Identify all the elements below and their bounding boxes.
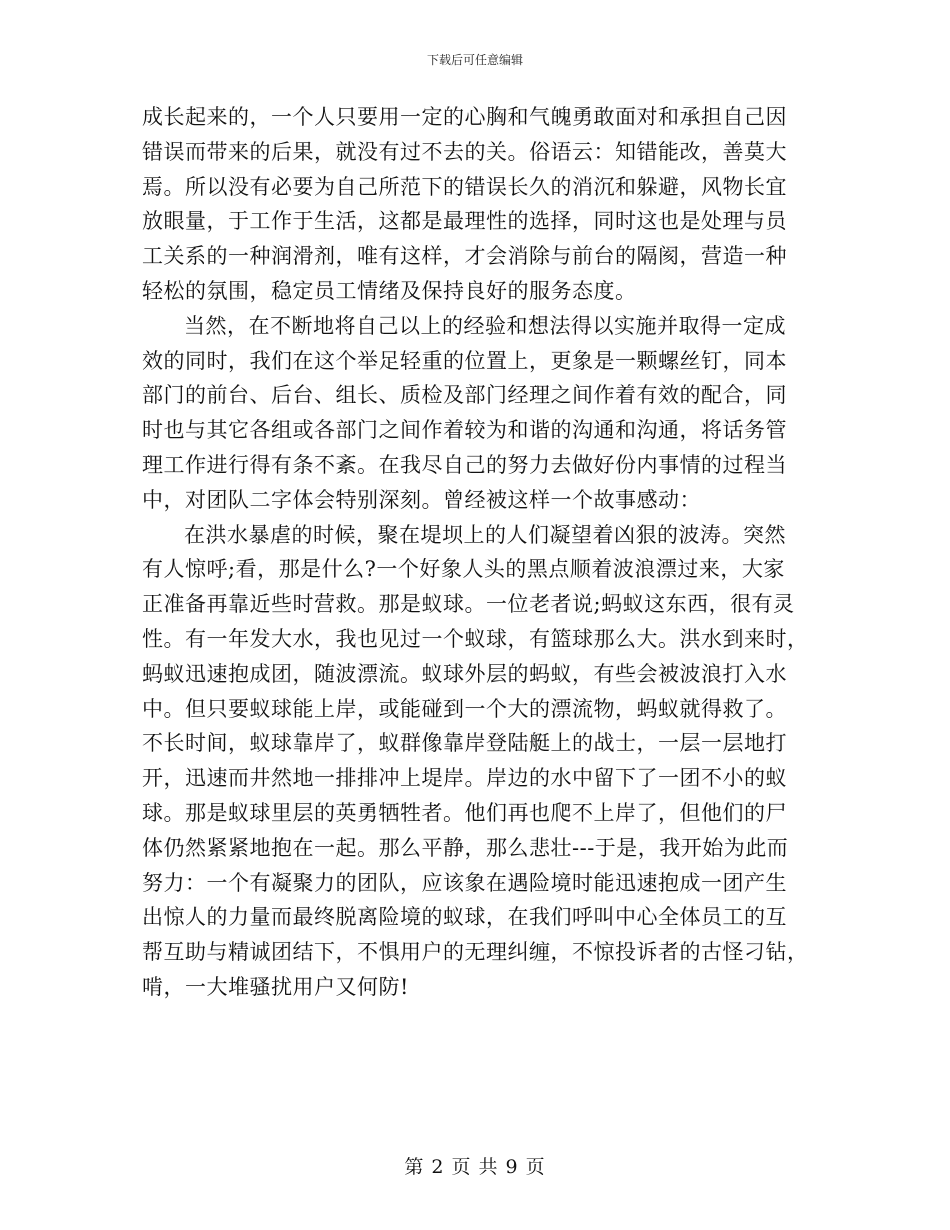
text-line: 中。但只要蚁球能上岸，或能碰到一个大的漂流物，蚂蚁就得救了。 (142, 696, 787, 721)
paragraph-2 (142, 309, 808, 518)
paragraph-1 (142, 100, 808, 309)
text-line: 时也与其它各组或各部门之间作着较为和谐的沟通和沟通，将话务管 (142, 418, 787, 443)
text-line: 出惊人的力量而最终脱离险境的蚁球，在我们呼叫中心全体员工的互 (142, 905, 787, 930)
text-line: 当然，在不断地将自己以上的经验和想法得以实施并取得一定成 (184, 313, 786, 338)
text-line: 帮互助与精诚团结下，不惧用户的无理纠缠，不惊投诉者的古怪刁钻， (142, 940, 809, 965)
text-line: 蚂蚁迅速抱成团，随波漂流。蚁球外层的蚂蚁，有些会被波浪打入水 (142, 661, 787, 686)
text-line: 放眼量，于工作于生活，这都是最理性的选择，同时这也是处理与员 (142, 209, 787, 234)
text-line: 性。有一年发大水，我也见过一个蚁球，有篮球那么大。洪水到来时， (142, 626, 809, 651)
document-body (142, 100, 808, 1005)
text-line: 工关系的一种润滑剂，唯有这样，才会消除与前台的隔阂，营造一种 (142, 244, 787, 269)
text-line: 有人惊呼;看，那是什么?一个好象人头的黑点顺着波浪漂过来，大家 (142, 557, 785, 582)
text-line: 部门的前台、后台、组长、质检及部门经理之间作着有效的配合，同 (142, 383, 787, 408)
text-line: 轻松的氛围，稳定员工情绪及保持良好的服务态度。 (142, 278, 637, 303)
text-line: 成长起来的，一个人只要用一定的心胸和气魄勇敢面对和承担自己因 (142, 105, 787, 129)
paragraph-3 (142, 518, 808, 1005)
text-line: 不长时间，蚁球靠岸了，蚁群像靠岸登陆艇上的战士，一层一层地打 (142, 731, 787, 756)
text-line: 错误而带来的后果，就没有过不去的关。俗语云：知错能改，善莫大 (142, 139, 787, 164)
text-line: 中，对团队二字体会特别深刻。曾经被这样一个故事感动： (142, 487, 701, 512)
text-line: 理工作进行得有条不紊。在我尽自己的努力去做好份内事情的过程当 (142, 452, 787, 477)
page-header: 下载后可任意编辑 (426, 53, 523, 67)
text-line: 效的同时，我们在这个举足轻重的位置上，更象是一颗螺丝钉，同本 (142, 348, 787, 373)
text-line: 开，迅速而井然地一排排冲上堤岸。岸边的水中留下了一团不小的蚁 (142, 766, 787, 791)
text-line: 球。那是蚁球里层的英勇牺牲者。他们再也爬不上岸了，但他们的尸 (142, 800, 787, 825)
text-line: 正准备再靠近些时营救。那是蚁球。一位老者说;蚂蚁这东西，很有灵 (142, 592, 795, 617)
text-line: 体仍然紧紧地抱在一起。那么平静，那么悲壮---于是，我开始为此而 (142, 835, 789, 860)
page-number-footer: 第 2 页 共 9 页 (404, 1156, 546, 1178)
text-line: 努力：一个有凝聚力的团队，应该象在遇险境时能迅速抱成一团产生 (142, 870, 787, 895)
text-line: 啃，一大堆骚扰用户又何防! (142, 974, 409, 999)
text-line: 在洪水暴虐的时候，聚在堤坝上的人们凝望着凶狠的波涛。突然 (184, 522, 786, 547)
text-line: 焉。所以没有必要为自己所范下的错误长久的消沉和躲避，风物长宜 (142, 174, 787, 199)
